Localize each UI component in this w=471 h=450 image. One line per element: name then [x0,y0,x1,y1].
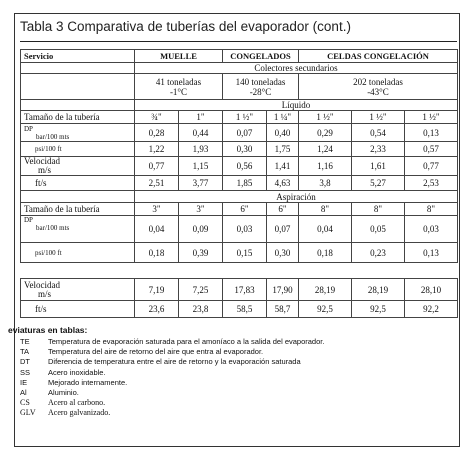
cell: 1,75 [267,142,299,157]
cell: 28,19 [299,279,352,301]
cell: 28,10 [405,279,458,301]
list-item: Al Aluminio. [20,387,79,397]
title-rule [20,41,457,42]
cell: 0,77 [405,157,458,176]
cell: 0,23 [352,243,405,263]
capacity-celdas: 202 toneladas -43°C [299,74,458,100]
cell: 0,18 [299,243,352,263]
list-item: SS Acero inoxidable. [20,367,106,377]
cell: 7,19 [135,279,179,301]
cell: 0,07 [267,216,299,243]
cell: 0,13 [405,124,458,142]
page-title: Tabla 3 Comparativa de tuberías del evaporador (cont.) [20,19,351,34]
list-item: TE Temperatura de evaporación saturada para el amoníaco a la salida del evaporador. [20,337,325,346]
table-row [21,203,458,216]
cell: 0,56 [223,157,267,176]
cell: 0,03 [223,216,267,243]
cell: 3,8 [299,176,352,191]
abbreviations-list [8,325,324,419]
colectores-label: Colectores secundarios [135,63,458,74]
table-row [21,216,458,243]
cell: 0,30 [267,243,299,263]
liquido-blank [21,100,135,111]
row-label: ft/s [21,176,135,191]
table-row [21,279,458,301]
row-label: psi/100 ft [21,142,135,157]
cell: 92,5 [299,301,352,318]
cell: 2,33 [352,142,405,157]
cell: 17,90 [267,279,299,301]
abbreviations-title: eviaturas en tablas: [8,325,88,335]
table-row [21,243,458,263]
capacity-congelados: 140 toneladas -28°C [223,74,299,100]
cell: 23,6 [135,301,179,318]
row-label: Tamaño de la tubería [21,203,135,216]
cell: 1 ½" [405,111,458,124]
table-row [21,301,458,318]
cell: 0,54 [352,124,405,142]
cell: 92,5 [352,301,405,318]
cell: 0,28 [135,124,179,142]
cell: 0,39 [179,243,223,263]
row-label: DP bar/100 mts [21,124,135,142]
cell: 1,93 [179,142,223,157]
list-item: DT Diferencia de temperatura entre el aire de retorno y la evaporación saturada [20,357,301,367]
cell: 6" [267,203,299,216]
table-row [21,176,458,191]
cell: 0,18 [135,243,179,263]
section-aspiracion: Aspiración [135,191,458,203]
cell: 0,57 [405,142,458,157]
cell: 28,19 [352,279,405,301]
velocity-table [20,278,458,318]
section-liquido: Líquido [135,100,458,111]
table-row [21,111,458,124]
cell: 0,05 [352,216,405,243]
list-item: CS Acero al carbono. [20,398,106,408]
row-label: ft/s [21,301,135,318]
aspiracion-blank [21,191,135,203]
colectores-blank [21,63,135,74]
row-label: Tamaño de la tubería [21,111,135,124]
cell: 3" [135,203,179,216]
cell: 3,77 [179,176,223,191]
cell: 23,8 [179,301,223,318]
cell: 0,09 [179,216,223,243]
header-servicio: Servicio [21,50,135,63]
cell: 0,04 [299,216,352,243]
list-item: IE Mejorado internamente. [20,377,128,387]
cell: 8" [405,203,458,216]
row-label: DP bar/100 mts [21,216,135,243]
table-row [21,124,458,142]
list-item: GLV Acero galvanizado. [20,408,111,418]
cell: 1,85 [223,176,267,191]
table-row [21,142,458,157]
cell: 17,83 [223,279,267,301]
cell: 4,63 [267,176,299,191]
table-row [21,157,458,176]
cell: 8" [299,203,352,216]
cell: 1,15 [179,157,223,176]
header-congelados: CONGELADOS [223,50,299,63]
evaporator-table [20,49,458,263]
row-label: psi/100 ft [21,243,135,263]
cell: 2,51 [135,176,179,191]
list-item: TA Temperatura del aire de retorno del aire que entra al evaporador. [20,347,264,357]
header-muelle: MUELLE [135,50,223,63]
cell: 5,27 [352,176,405,191]
cell: 0,13 [405,243,458,263]
cell: ¾" [135,111,179,124]
row-label: Velocidad m/s [21,279,135,301]
cell: 1,16 [299,157,352,176]
cell: 1,22 [135,142,179,157]
cell: 1 ½" [299,111,352,124]
cell: 1 ¼" [267,111,299,124]
cell: 1 ½" [352,111,405,124]
cell: 0,15 [223,243,267,263]
cell: 6" [223,203,267,216]
capacity-muelle: 41 toneladas -1°C [135,74,223,100]
cell: 58,7 [267,301,299,318]
cell: 3" [179,203,223,216]
cell: 0,44 [179,124,223,142]
row-label: Velocidad m/s [21,157,135,176]
cell: 0,03 [405,216,458,243]
cell: 0,77 [135,157,179,176]
cell: 58,5 [223,301,267,318]
cell: 1,24 [299,142,352,157]
capacity-blank [21,74,135,100]
cell: 1,61 [352,157,405,176]
cell: 1" [179,111,223,124]
cell: 0,07 [223,124,267,142]
cell: 0,04 [135,216,179,243]
cell: 2,53 [405,176,458,191]
cell: 8" [352,203,405,216]
cell: 0,30 [223,142,267,157]
cell: 92,2 [405,301,458,318]
cell: 0,40 [267,124,299,142]
cell: 0,29 [299,124,352,142]
header-celdas: CELDAS CONGELACIÓN [299,50,458,63]
cell: 7,25 [179,279,223,301]
cell: 1,41 [267,157,299,176]
cell: 1 ½" [223,111,267,124]
